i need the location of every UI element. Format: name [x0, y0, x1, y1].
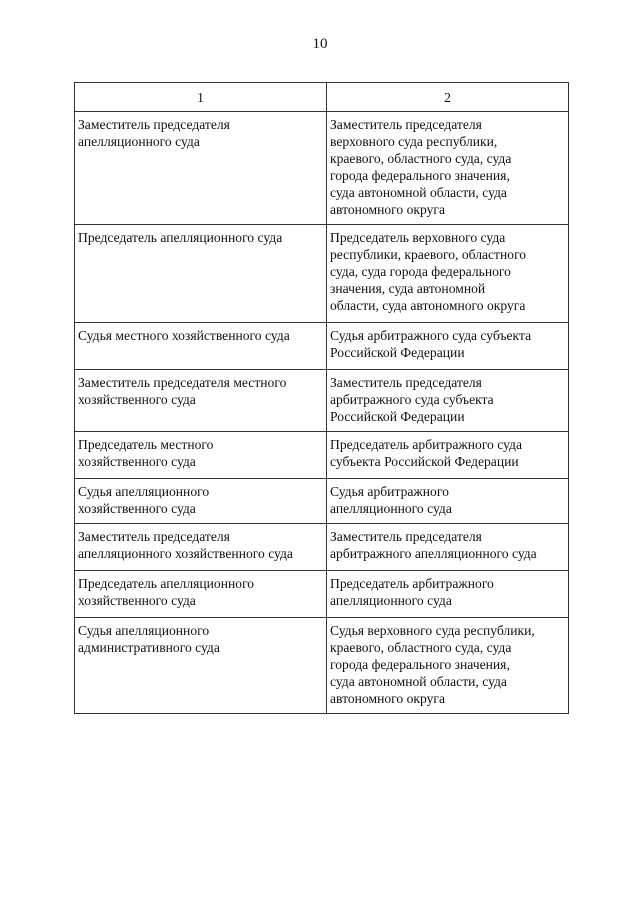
cell-text: Заместитель председателя арбитражного суда субъекта Российской Федерации — [330, 375, 494, 424]
cell-text: Заместитель председателя арбитражного апелляционного суда — [330, 529, 537, 561]
table-row — [75, 524, 569, 571]
table-cell-position-equivalent — [327, 323, 569, 370]
table-cell-position-equivalent — [327, 524, 569, 571]
table-row — [75, 432, 569, 479]
table-cell-position-current — [75, 618, 327, 714]
table-cell-position-current — [75, 225, 327, 323]
cell-text: Судья верховного суда республики, краевого, областного суда, суда города федерального значения, суда автономной области, суда автономного округа — [330, 623, 535, 706]
cell-text: Председатель арбитражного суда субъекта Российской Федерации — [330, 437, 522, 469]
column-header-2: 2 — [327, 83, 569, 112]
cell-text: Судья апелляционного хозяйственного суда — [78, 484, 210, 516]
table-cell-position-equivalent — [327, 479, 569, 524]
table-cell-position-current — [75, 479, 327, 524]
cell-text: Заместитель председателя верховного суда республики, краевого, областного суда, суда города федерального значения, суда автономной области, суда автономного округа — [330, 117, 512, 217]
cell-text: Судья апелляционного административного суда — [78, 623, 220, 655]
table-row — [75, 571, 569, 618]
table-row — [75, 618, 569, 714]
cell-text: Судья местного хозяйственного суда — [78, 328, 290, 343]
table-cell-position-equivalent — [327, 432, 569, 479]
table-cell-position-current — [75, 432, 327, 479]
column-header-1: 1 — [75, 83, 327, 112]
table-cell-position-current — [75, 524, 327, 571]
cell-text: Председатель апелляционного хозяйственного суда — [78, 576, 255, 608]
cell-text: Судья арбитражного суда субъекта Российской Федерации — [330, 328, 532, 360]
cell-text: Судья арбитражного апелляционного суда — [330, 484, 452, 516]
table-cell-position-equivalent — [327, 571, 569, 618]
page-number: 10 — [312, 36, 328, 52]
table-row — [75, 323, 569, 370]
table-row — [75, 112, 569, 225]
table-cell-position-current — [75, 571, 327, 618]
correspondence-table — [74, 82, 569, 714]
table-cell-position-equivalent — [327, 370, 569, 432]
table-body — [75, 112, 569, 714]
table-cell-position-equivalent — [327, 112, 569, 225]
cell-text: Заместитель председателя местного хозяйственного суда — [78, 375, 287, 407]
table-header-row — [75, 83, 569, 112]
table-row — [75, 370, 569, 432]
table-cell-position-current — [75, 323, 327, 370]
table-row — [75, 225, 569, 323]
cell-text: Заместитель председателя апелляционного хозяйственного суда — [78, 529, 293, 561]
table-cell-position-current — [75, 370, 327, 432]
cell-text: Председатель апелляционного суда — [78, 230, 283, 245]
cell-text: Председатель местного хозяйственного суда — [78, 437, 214, 469]
table-cell-position-equivalent — [327, 618, 569, 714]
cell-text: Председатель верховного суда республики, краевого, областного суда, суда города федерального значения, суда автономной области, суда автономного округа — [330, 230, 527, 313]
table-cell-position-current — [75, 112, 327, 225]
table-row — [75, 479, 569, 524]
table-cell-position-equivalent — [327, 225, 569, 323]
cell-text: Председатель арбитражного апелляционного суда — [330, 576, 494, 608]
cell-text: Заместитель председателя апелляционного суда — [78, 117, 230, 149]
